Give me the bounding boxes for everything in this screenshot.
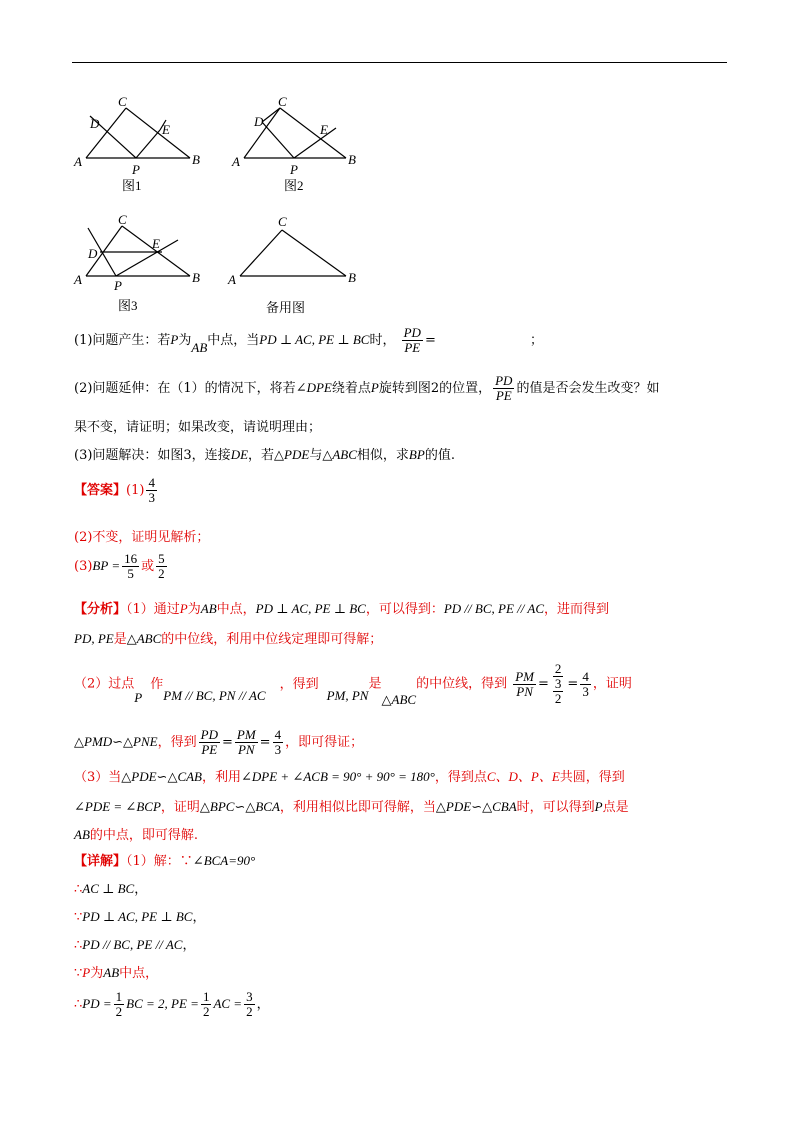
figure-backup — [226, 208, 366, 318]
fig2-label-p: P — [290, 162, 298, 177]
fig3-label-a: A — [74, 272, 82, 287]
question-2-line-2: 果不变，请证明；如果改变，请说明理由； — [74, 420, 322, 435]
fig1-caption: 图1 — [122, 178, 142, 193]
fig4-caption: 备用图 — [266, 300, 306, 315]
figure-2 — [228, 92, 368, 196]
figure-3 — [70, 208, 210, 318]
fig2-label-b: B — [348, 152, 356, 167]
analysis-line-7: AB的中点，即可得解. — [74, 827, 199, 843]
analysis-line-4: △PMD∽△PNE，得到 $\frac{PD}{PE}$ = $\frac{PM}{PN}$ = $\frac{4}{3}$ ，即可得证； — [74, 727, 364, 757]
fig2-caption: 图2 — [284, 178, 304, 193]
analysis-line-6: ∠PDE = ∠BCP，证明△BPC∽△BCA，利用相似比即可得解，当△PDE∽△CBA时，可以得到P点是 — [74, 799, 629, 815]
analysis-line-3: （2）过点P作PM // BC, PN // AC，得到PM, PN是△ABC的中位线，得到 $\frac{PM}{PN}$ = $\frac{2}{\frac{3}{2}}$ = $\frac{4}{3}$ ，证明 — [74, 661, 632, 707]
fig4-label-c: C — [278, 214, 287, 229]
question-3: (3)问题解决：如图3，连接DE，若△PDE与△ABC相似，求BP的值. — [74, 447, 455, 463]
fig3-label-p: P — [114, 278, 122, 293]
analysis-label: 【分析】 — [74, 602, 127, 617]
fig1-label-p: P — [132, 162, 140, 177]
analysis-line-2: PD, PE是△ABC的中位线，利用中位线定理即可得解； — [74, 631, 383, 647]
detail-line-3: ∵PD ⊥ AC, PE ⊥ BC， — [74, 909, 206, 925]
fig3-label-d: D — [88, 246, 98, 261]
detail-line-5: ∵P为AB中点， — [74, 965, 159, 981]
fig4-label-a: A — [228, 272, 236, 287]
answer-line-2: (2)不变，证明见解析； — [74, 530, 210, 545]
fig3-label-e: E — [152, 236, 160, 251]
fig1-label-a: A — [74, 154, 82, 169]
figure-1 — [70, 92, 210, 196]
fig1-label-c: C — [118, 94, 127, 109]
fig1-label-d: D — [90, 116, 100, 131]
fig2-label-a: A — [232, 154, 240, 169]
answer-line-3: (3)BP = $\frac{16}{5}$ 或 $\frac{5}{2}$ — [74, 551, 165, 581]
detail-line-2: ∴AC ⊥ BC， — [74, 881, 148, 897]
fig1-label-b: B — [192, 152, 200, 167]
detail-line-1: 【详解】（1）解：∵∠BCA=90° — [74, 853, 256, 869]
fig2-label-d: D — [254, 114, 264, 129]
fig1-label-e: E — [162, 122, 170, 137]
q2-fraction: $\frac{PD}{PE}$ — [495, 373, 513, 403]
analysis-line-5: （3）当△PDE∽△CAB，利用∠DPE + ∠ACB = 90° + 90° = 180°，得到点C、D、P、E共圆，得到 — [74, 769, 625, 785]
detail-label: 【详解】 — [74, 854, 127, 869]
fig4-label-b: B — [348, 270, 356, 285]
fig2-label-e: E — [320, 122, 328, 137]
header-rule — [72, 62, 727, 63]
analysis-line-1: 【分析】（1）通过P为AB中点，PD ⊥ AC, PE ⊥ BC，可以得到：PD // BC, PE // AC，进而得到 — [74, 601, 610, 617]
answer-line-1: 【答案】(1) $\frac{4}{3}$ — [74, 475, 155, 505]
detail-line-6: ∴PD = $\frac{1}{2}$ BC = 2, PE = $\frac{1}{2}$ AC = $\frac{3}{2}$ ， — [74, 989, 270, 1019]
fig3-caption: 图3 — [118, 298, 138, 313]
fig2-label-c: C — [278, 94, 287, 109]
question-2-line-1: (2)问题延伸：在（1）的情况下，将若∠DPE绕着点P旋转到图2的位置， $\frac{PD}{PE}$ 的值是否会发生改变？如 — [74, 373, 660, 403]
detail-line-4: ∴PD // BC, PE // AC， — [74, 937, 196, 953]
fig3-label-b: B — [192, 270, 200, 285]
q1-fraction: $\frac{PD}{PE}$ — [403, 325, 421, 355]
fig3-label-c: C — [118, 212, 127, 227]
question-1: (1)问题产生：若P为AB中点，当PD ⊥ AC, PE ⊥ BC时， $\frac{PD}{PE}$ = ； — [74, 325, 544, 355]
answer-label: 【答案】 — [74, 483, 127, 498]
